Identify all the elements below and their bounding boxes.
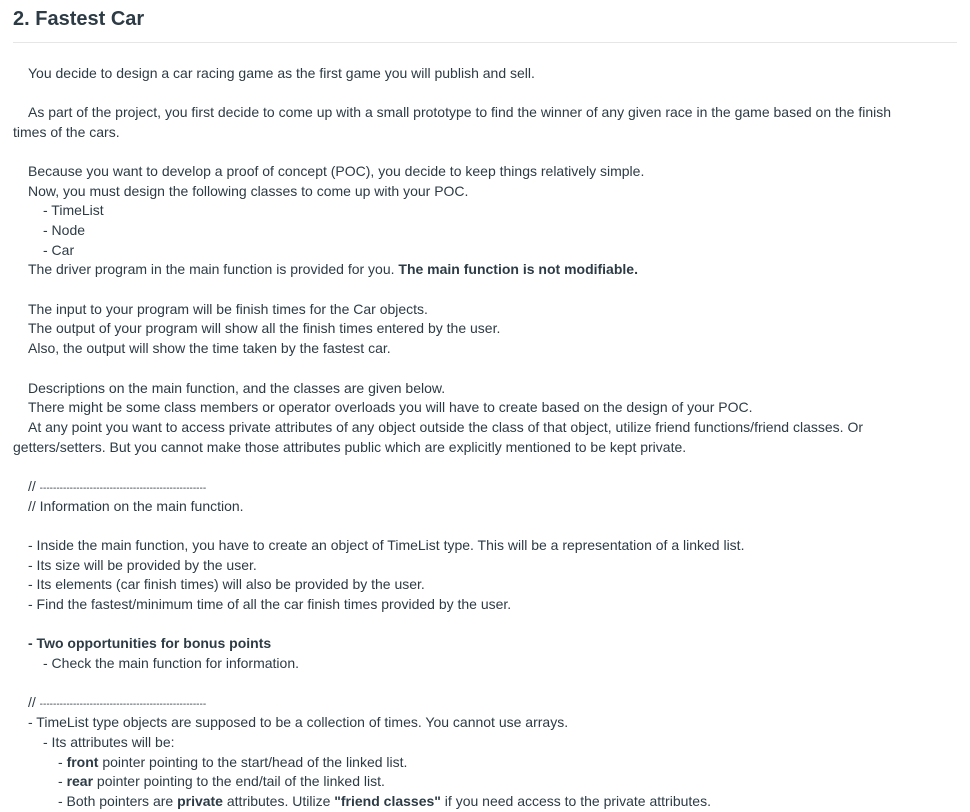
attributes-line: - Its attributes will be: <box>43 734 175 750</box>
desc-line2: There might be some class members or operator overloads you will have to create based on the design of your POC. <box>28 399 753 415</box>
main-line-3: - Its elements (car finish times) will also be provided by the user. <box>28 576 425 592</box>
project-text-line1: As part of the project, you first decide to come up with a small prototype to find the winner of any given race in the game based on the finish <box>28 104 892 120</box>
timelist-line: - TimeList type objects are supposed to be a collection of times. You cannot use arrays. <box>28 714 569 730</box>
front-line <box>58 752 407 772</box>
intro-text: You decide to design a car racing game as the first game you will publish and sell. <box>28 65 535 81</box>
bonus-title: - Two opportunities for bonus points <box>28 635 272 651</box>
bonus-sub: - Check the main function for information. <box>43 655 300 671</box>
rear-bold: rear <box>66 773 94 789</box>
rear-line <box>58 771 385 791</box>
main-line-4: - Find the fastest/minimum time of all the car finish times provided by the user. <box>28 596 512 612</box>
driver-text <box>28 259 638 279</box>
poc-text-line2: Now, you must design the following classes to come up with your POC. <box>28 183 469 199</box>
project-text-line2: times of the cars. <box>13 124 120 140</box>
private-bold2: "friend classes" <box>334 793 441 809</box>
front-rest: pointer pointing to the start/head of the linked list. <box>98 754 408 770</box>
private-part1: - Both pointers are <box>58 793 178 809</box>
io-line-output: The output of your program will show all the finish times entered by the user. <box>28 320 501 336</box>
desc-line4: getters/setters. But you cannot make those attributes public which are explicitly mentioned to be kept private. <box>13 439 687 455</box>
main-line-2: - Its size will be provided by the user. <box>28 557 257 573</box>
driver-text-bold: The main function is not modifiable. <box>398 261 638 277</box>
rear-rest: pointer pointing to the end/tail of the linked list. <box>93 773 385 789</box>
page-title: 2. Fastest Car <box>13 8 145 30</box>
io-line-input: The input to your program will be finish times for the Car objects. <box>28 301 428 317</box>
front-prefix: - <box>58 754 67 770</box>
private-bold1: private <box>177 793 223 809</box>
desc-line3: At any point you want to access private attributes of any object outside the class of that object, utilize friend functions/friend classes. Or <box>28 419 863 435</box>
class-item-car: - Car <box>43 242 75 258</box>
title-divider <box>13 42 957 43</box>
comment-info: // Information on the main function. <box>28 498 244 514</box>
desc-line1: Descriptions on the main function, and the classes are given below. <box>28 380 446 396</box>
private-line <box>58 791 711 811</box>
private-part3: if you need access to the private attributes. <box>440 793 711 809</box>
comment-prefix: // <box>28 694 36 710</box>
class-item-node: - Node <box>43 222 86 238</box>
private-part2: attributes. Utilize <box>222 793 335 809</box>
driver-text-plain: The driver program in the main function is provided for you. <box>28 261 399 277</box>
comment-dashes: -------------------------------------------------- <box>39 699 207 710</box>
front-bold: front <box>66 754 99 770</box>
main-line-1: - Inside the main function, you have to create an object of TimeList type. This will be a representation of a linked list. <box>28 537 745 553</box>
comment-prefix: // <box>28 478 36 494</box>
comment-dashes: -------------------------------------------------- <box>39 483 207 494</box>
io-line-fastest: Also, the output will show the time taken by the fastest car. <box>28 340 391 356</box>
class-item-timelist: - TimeList <box>43 202 104 218</box>
poc-text-line1: Because you want to develop a proof of concept (POC), you decide to keep things relatively simple. <box>28 163 645 179</box>
rear-prefix: - <box>58 773 67 789</box>
